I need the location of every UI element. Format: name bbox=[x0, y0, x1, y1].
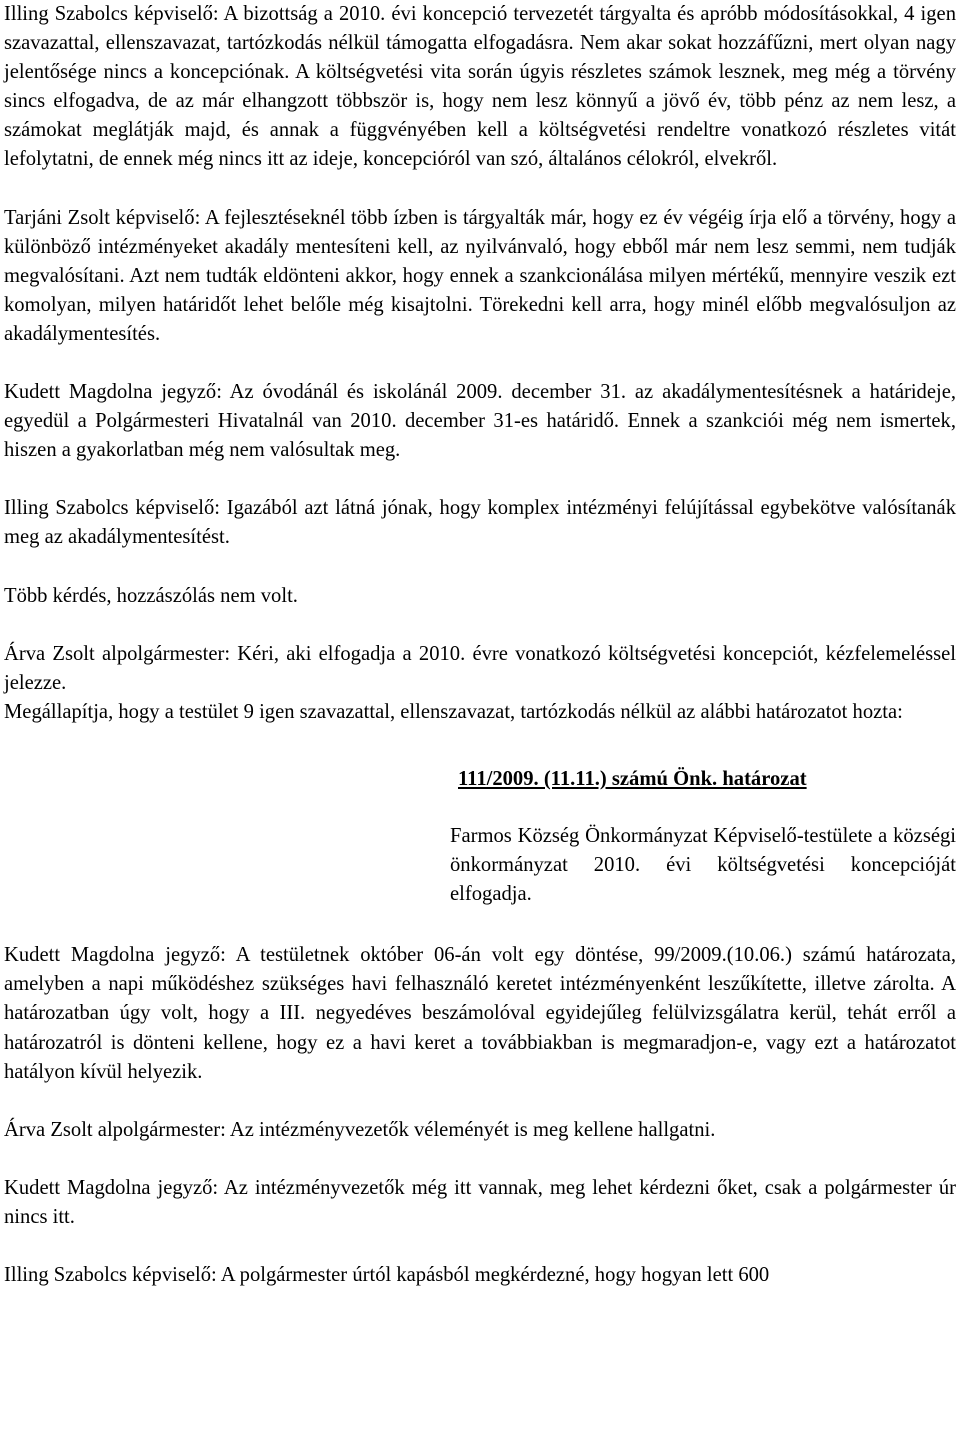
resolution-body: Farmos Község Önkormányzat Képviselő-testülete a községi önkormányzat 2010. évi költségvetési koncepcióját elfogadja. bbox=[450, 824, 956, 906]
paragraph-illing-committee: Illing Szabolcs képviselő: A bizottság a 2010. évi koncepció tervezetét tárgyalta és apróbb módosításokkal, 4 igen szavazattal, ellenszavazat, tartózkodás nélkül támogatta elfogadásra. Nem akar sokat hozzáfűzni, mert olyan nagy jelentősége nincs a koncepciónak. A költségvetési vita során úgyis részletes számok lesznek, meg még a törvény sincs elfogadva, de az már elhangzott többször is, hogy nem lesz könnyű a jövő év, több pénz az nem lesz, a számokat meglátják majd, és annak a függvényében kell a költségvetési rendeltre vonatkozó részletes vitát lefolytatni, de ennek még nincs itt az ideje, koncepcióról van szó, általános célokról, elvekről. bbox=[4, 3, 956, 171]
paragraph-arva-vote-call: Árva Zsolt alpolgármester: Kéri, aki elfogadja a 2010. évre vonatkozó költségvetési koncepciót, kézfelemeléssel jelezze. bbox=[4, 642, 956, 694]
paragraph-vote-result: Megállapítja, hogy a testület 9 igen szavazattal, ellenszavazat, tartózkodás nélkül az alábbi határozatot hozta: bbox=[4, 700, 903, 723]
document-page bbox=[4, 0, 956, 1290]
paragraph-illing-renovation: Illing Szabolcs képviselő: Igazából azt látná jónak, hogy komplex intézményi felújítással egybekötve valósítanák meg az akadálymentesítést. bbox=[4, 497, 956, 549]
paragraph-kudett-budget-freeze: Kudett Magdolna jegyző: A testületnek október 06-án volt egy döntése, 99/2009.(10.06.) számú határozata, amelyben a napi működéshez szükséges havi felhasználó keretet intézményenként leszűkítette, illetve zárolta. A határozatban úgy volt, hogy a III. negyedéves beszámolóval egyidejűleg felülvizsgálatra kerül, tehát erről a határozatról is dönteni kellene, hogy ez a havi keret a továbbiakban is megmaradjon-e, vagy ezt a határozatot hatályon kívül helyezik. bbox=[4, 944, 956, 1083]
paragraph-tarjani: Tarjáni Zsolt képviselő: A fejlesztéseknél több ízben is tárgyalták már, hogy ez év végéig írja elő a törvény, hogy a különböző intézményeket akadály mentesíteni kell, az nyilvánvaló, hogy ebből már nem lesz semmi, nem tudják megvalósítani. Azt nem tudták eldönteni akkor, hogy ennek a szankcionálása milyen mértékű, mennyire veszik ezt komolyan, milyen határidőt lehet belőle még kisajtolni. Törekedni kell arra, hogy minél előbb megvalósuljon az akadálymentesítés. bbox=[4, 206, 956, 345]
paragraph-no-more-questions: Több kérdés, hozzászólás nem volt. bbox=[4, 584, 298, 607]
paragraph-illing-question: Illing Szabolcs képviselő: A polgármester úrtól kapásból megkérdezné, hogy hogyan lett 600 bbox=[4, 1264, 770, 1286]
paragraph-kudett-heads-present: Kudett Magdolna jegyző: Az intézményvezetők még itt vannak, meg lehet kérdezni őket, csak a polgármester úr nincs itt. bbox=[4, 1176, 956, 1228]
resolution-title: 111/2009. (11.11.) számú Önk. határozat bbox=[458, 767, 807, 790]
paragraph-kudett-deadline: Kudett Magdolna jegyző: Az óvodánál és iskolánál 2009. december 31. az akadálymentesítésnek a határideje, egyedül a Polgármesteri Hivatalnál van 2010. december 31-es határidő. Ennek a szankciói még nem ismertek, hiszen a gyakorlatban még nem valósultak meg. bbox=[4, 381, 956, 462]
paragraph-arva-opinion: Árva Zsolt alpolgármester: Az intézményvezetők véleményét is meg kellene hallgatni. bbox=[4, 1118, 716, 1141]
